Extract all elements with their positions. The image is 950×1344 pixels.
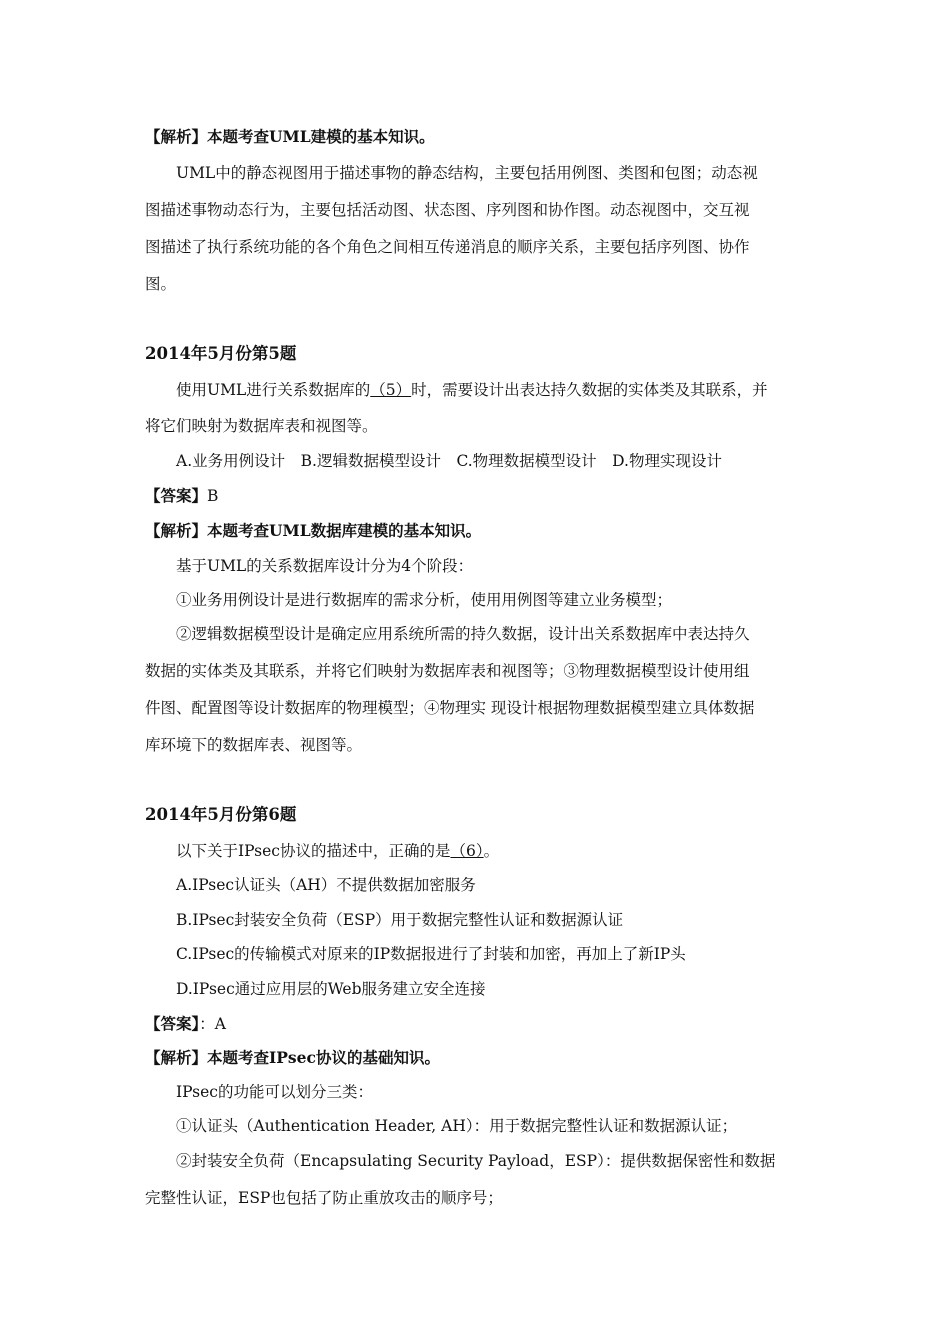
question-text: 使用UML进行关系数据库的（5）时，需要设计出表达持久数据的实体类及其联系，并 bbox=[176, 381, 768, 399]
paragraph-line: IPsec的功能可以划分三类： bbox=[176, 1083, 373, 1101]
question-options: A.业务用例设计 B.逻辑数据模型设计 C.物理数据模型设计 D.物理实现设计 bbox=[176, 452, 722, 470]
paragraph-line: ①认证头（Authentication Header, AH）：用于数据完整性认证和数据源认证； bbox=[176, 1117, 738, 1135]
option-d: D.IPsec通过应用层的Web服务建立安全连接 bbox=[176, 980, 486, 998]
analysis-heading: 本题考查IPsec协议的基础知识。 bbox=[207, 1048, 440, 1067]
answer-label: 【答案】 bbox=[145, 1014, 200, 1033]
answer-line bbox=[0, 1014, 950, 1034]
question-title: 2014年5月份第5题 bbox=[145, 344, 297, 363]
paragraph-line: 基于UML的关系数据库设计分为4个阶段： bbox=[176, 557, 474, 575]
question-blank: （6） bbox=[450, 842, 484, 860]
analysis-label: 【解析】 bbox=[145, 127, 208, 146]
question-text: 以下关于IPsec协议的描述中，正确的是（6）。 bbox=[176, 842, 500, 860]
paragraph-line: 件图、配置图等设计数据库的物理模型；④物理实 现设计根据物理数据模型建立具体数据 bbox=[145, 699, 755, 717]
analysis-line bbox=[0, 127, 950, 147]
option-a: A.IPsec认证头（AH）不提供数据加密服务 bbox=[176, 876, 476, 894]
answer-line bbox=[0, 486, 950, 506]
paragraph-line: UML中的静态视图用于描述事物的静态结构，主要包括用例图、类图和包图；动态视 bbox=[176, 164, 758, 182]
question-blank: （5） bbox=[370, 381, 412, 399]
analysis-line bbox=[0, 521, 950, 541]
analysis-heading: 本题考查UML数据库建模的基本知识。 bbox=[207, 521, 482, 540]
analysis-line bbox=[0, 1048, 950, 1068]
analysis-label: 【解析】 bbox=[145, 521, 208, 540]
question-title: 2014年5月份第6题 bbox=[145, 805, 297, 824]
paragraph-line: 库环境下的数据库表、视图等。 bbox=[145, 736, 363, 754]
question-text-line2: 将它们映射为数据库表和视图等。 bbox=[145, 417, 378, 435]
paragraph-line: 完整性认证，ESP也包括了防止重放攻击的顺序号； bbox=[145, 1189, 503, 1207]
answer-value: ：A bbox=[199, 1015, 226, 1033]
paragraph-line: ②封装安全负荷（Encapsulating Security Payload，ESP）：提供数据保密性和数据 bbox=[176, 1152, 776, 1170]
analysis-heading: 本题考查UML建模的基本知识。 bbox=[207, 127, 435, 146]
paragraph-line: 图。 bbox=[145, 275, 177, 293]
option-c: C.IPsec的传输模式对原来的IP数据报进行了封装和加密，再加上了新IP头 bbox=[176, 945, 686, 963]
analysis-label: 【解析】 bbox=[145, 1048, 208, 1067]
answer-label: 【答案】 bbox=[145, 486, 208, 505]
paragraph-line: ①业务用例设计是进行数据库的需求分析，使用用例图等建立业务模型； bbox=[176, 591, 673, 609]
paragraph-line: 数据的实体类及其联系，并将它们映射为数据库表和视图等；③物理数据模型设计使用组 bbox=[145, 662, 750, 680]
paragraph-line: 图描述了执行系统功能的各个角色之间相互传递消息的顺序关系，主要包括序列图、协作 bbox=[145, 238, 750, 256]
option-b: B.IPsec封装安全负荷（ESP）用于数据完整性认证和数据源认证 bbox=[176, 911, 624, 929]
paragraph-line: 图描述事物动态行为，主要包括活动图、状态图、序列图和协作图。动态视图中，交互视 bbox=[145, 201, 750, 219]
paragraph-line: ②逻辑数据模型设计是确定应用系统所需的持久数据，设计出关系数据库中表达持久 bbox=[176, 625, 750, 643]
answer-value: B bbox=[207, 487, 219, 505]
